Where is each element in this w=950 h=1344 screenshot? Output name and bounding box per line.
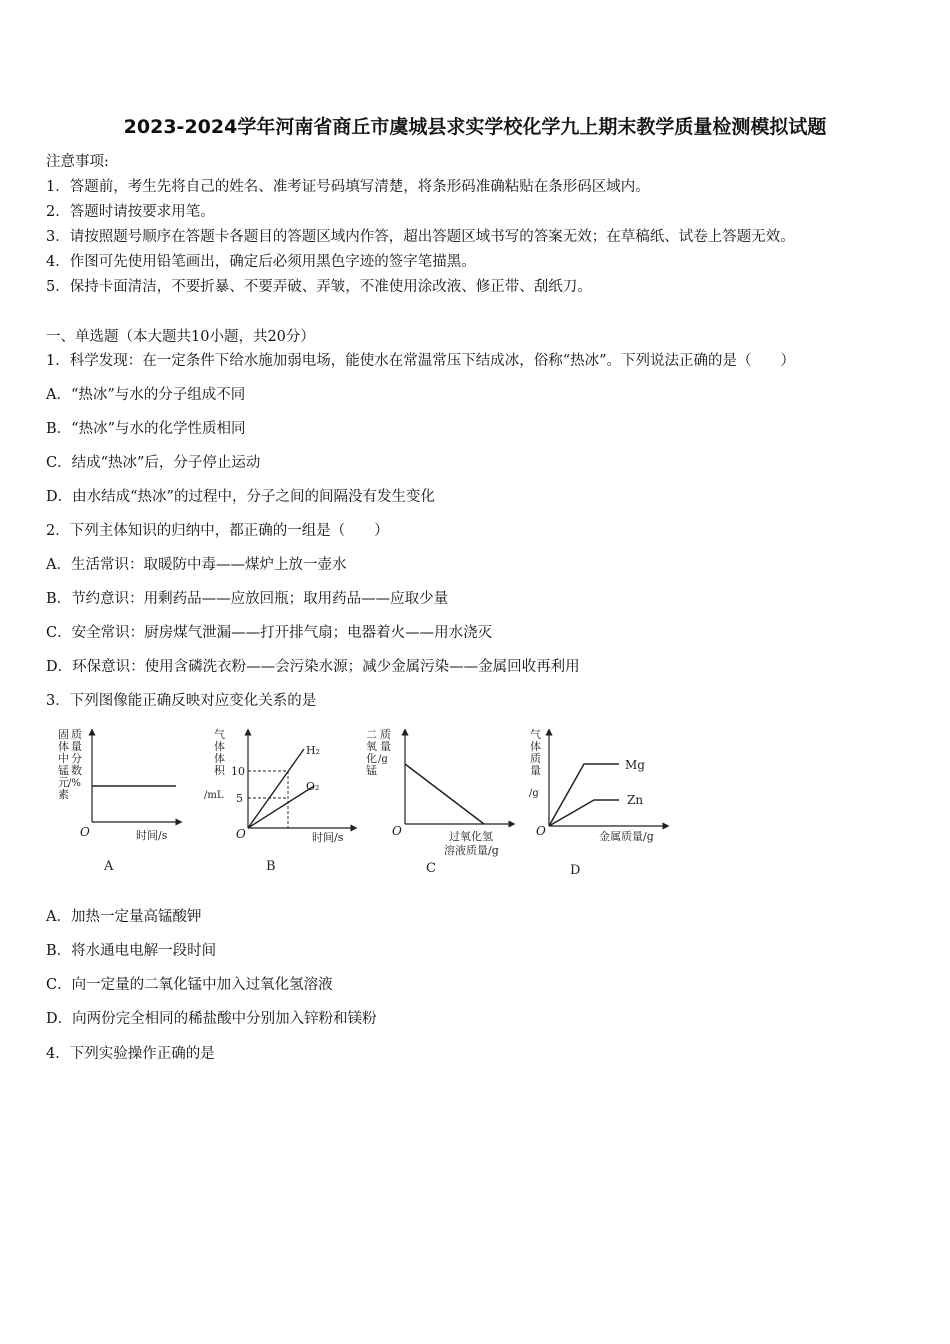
graph-c-ylabel2-0: 质 [380, 728, 391, 741]
graph-d [529, 727, 666, 878]
graph-d-label: D [570, 863, 581, 878]
graph-d-xlabel: 金属质量/g [599, 830, 654, 843]
graph-d-ylabel-2: 质 [530, 752, 541, 765]
question-3-graphs [44, 722, 684, 882]
graph-a-ylabel2-3: 数 [71, 764, 82, 777]
notice-heading: 注意事项: [46, 154, 109, 170]
graph-c-xlabel2: 溶液质量/g [444, 844, 499, 857]
question-3-stem: 3．下列图像能正确反映对应变化关系的是 [46, 693, 317, 709]
graph-b-tick-10: 10 [231, 765, 245, 778]
graph-c-ylabel-3: 锰 [366, 764, 377, 777]
graph-b [204, 727, 354, 874]
graph-b-o2-line [248, 786, 314, 828]
question-1-option-b: B．“热冰”与水的化学性质相同 [46, 421, 246, 437]
graph-c [366, 727, 512, 876]
graph-c-line [405, 764, 484, 824]
question-2-option-d: D．环保意识：使用含磷洗衣粉——会污染水源；减少金属污染——金属回收再利用 [46, 659, 580, 675]
graph-b-ylabel-0: 气 [214, 728, 225, 741]
graph-a-ylabel-1: 体 [58, 740, 69, 753]
graph-d-series-mg: Mg [625, 758, 645, 772]
question-1-option-d: D．由水结成“热冰”的过程中，分子之间的间隔没有发生变化 [46, 489, 435, 505]
notice-item: 1．答题前，考生先将自己的姓名、准考证号码填写清楚，将条形码准确粘贴在条形码区域内。 [46, 179, 650, 195]
graph-b-h2-line [248, 749, 304, 828]
section-heading: 一、单选题（本大题共10小题，共20分） [46, 329, 315, 345]
graph-d-ylabel-3: 量 [530, 764, 541, 777]
graph-a [58, 727, 179, 874]
graph-d-mg-line [549, 764, 619, 826]
graph-d-ylabel-4: /g [529, 788, 539, 799]
question-4-stem: 4．下列实验操作正确的是 [46, 1046, 215, 1062]
graph-d-ylabel-1: 体 [530, 740, 541, 753]
graph-b-series-h2: H₂ [306, 744, 321, 757]
graph-a-ylabel-3: 锰 [58, 764, 69, 777]
notice-item: 4．作图可先使用铅笔画出，确定后必须用黑色字迹的签字笔描黑。 [46, 254, 476, 270]
question-1-option-c: C．结成“热冰”后，分子停止运动 [46, 455, 261, 471]
graph-a-ylabel-5: 素 [58, 788, 69, 801]
question-2-option-a: A．生活常识：取暖防中毒——煤炉上放一壶水 [46, 557, 347, 573]
graph-c-ylabel-1: 氧 [366, 740, 377, 753]
graph-a-ylabel2-1: 量 [71, 740, 82, 753]
graph-c-ylabel2-1: 量 [380, 740, 391, 753]
graph-c-ylabel2-2: /g [378, 754, 388, 765]
graph-a-ylabel2-0: 质 [71, 728, 82, 741]
graph-d-series-zn: Zn [627, 793, 644, 807]
graph-a-xlabel: 时间/s [136, 829, 168, 842]
graph-a-ylabel-4: 元 [58, 776, 69, 789]
question-3-option-a: A．加热一定量高锰酸钾 [46, 909, 202, 925]
graph-a-label: A [104, 859, 114, 874]
graph-a-ylabel-2: 中 [58, 752, 69, 765]
graph-c-ylabel-2: 化 [366, 752, 377, 765]
question-3-option-c: C．向一定量的二氧化锰中加入过氧化氢溶液 [46, 977, 333, 993]
graph-a-origin: O [80, 825, 90, 839]
graph-b-ylabel-4: /mL [204, 790, 224, 801]
graph-b-ylabel-2: 体 [214, 752, 225, 765]
graph-d-zn-line [549, 800, 619, 826]
graph-a-ylabel2-4: /% [68, 778, 81, 789]
graph-c-origin: O [392, 824, 402, 838]
graph-c-ylabel-0: 二 [366, 728, 377, 741]
graph-b-series-o2: O₂ [306, 780, 320, 793]
question-2-option-c: C．安全常识：厨房煤气泄漏——打开排气扇；电器着火——用水浇灭 [46, 625, 493, 641]
graph-d-ylabel-0: 气 [530, 728, 541, 741]
graph-a-ylabel-0: 固 [58, 728, 69, 741]
question-1-option-a: A．“热冰”与水的分子组成不同 [46, 387, 246, 403]
notice-item: 2．答题时请按要求用笔。 [46, 204, 215, 220]
graph-b-ylabel-3: 积 [214, 764, 225, 777]
notice-item: 3．请按照题号顺序在答题卡各题目的答题区域内作答，超出答题区域书写的答案无效；在草稿纸、试卷上答题无效。 [46, 229, 795, 245]
graph-d-origin: O [536, 824, 546, 838]
question-3-option-d: D．向两份完全相同的稀盐酸中分别加入锌粉和镁粉 [46, 1011, 377, 1027]
graph-b-label: B [266, 859, 276, 874]
question-1-stem: 1．科学发现：在一定条件下给水施加弱电场，能使水在常温常压下结成冰，俗称“热冰”。下列说法正确的是（ ） [46, 353, 796, 369]
question-2-option-b: B．节约意识：用剩药品——应放回瓶；取用药品——应取少量 [46, 591, 449, 607]
graph-c-xlabel: 过氧化氢 [449, 830, 493, 843]
notice-item: 5．保持卡面清洁，不要折暴、不要弄破、弄皱，不准使用涂改液、修正带、刮纸刀。 [46, 279, 592, 295]
question-2-stem: 2．下列主体知识的归纳中，都正确的一组是（ ） [46, 523, 389, 539]
graph-b-origin: O [236, 827, 246, 841]
graph-b-ylabel-1: 体 [214, 740, 225, 753]
graph-a-ylabel2-2: 分 [71, 752, 82, 765]
question-3-option-b: B．将水通电电解一段时间 [46, 943, 217, 959]
graph-b-tick-5: 5 [236, 792, 243, 805]
page-title: 2023-2024学年河南省商丘市虞城县求实学校化学九上期末教学质量检测模拟试题 [123, 116, 827, 138]
graph-b-xlabel: 时间/s [312, 831, 344, 844]
graph-c-label: C [426, 861, 436, 876]
